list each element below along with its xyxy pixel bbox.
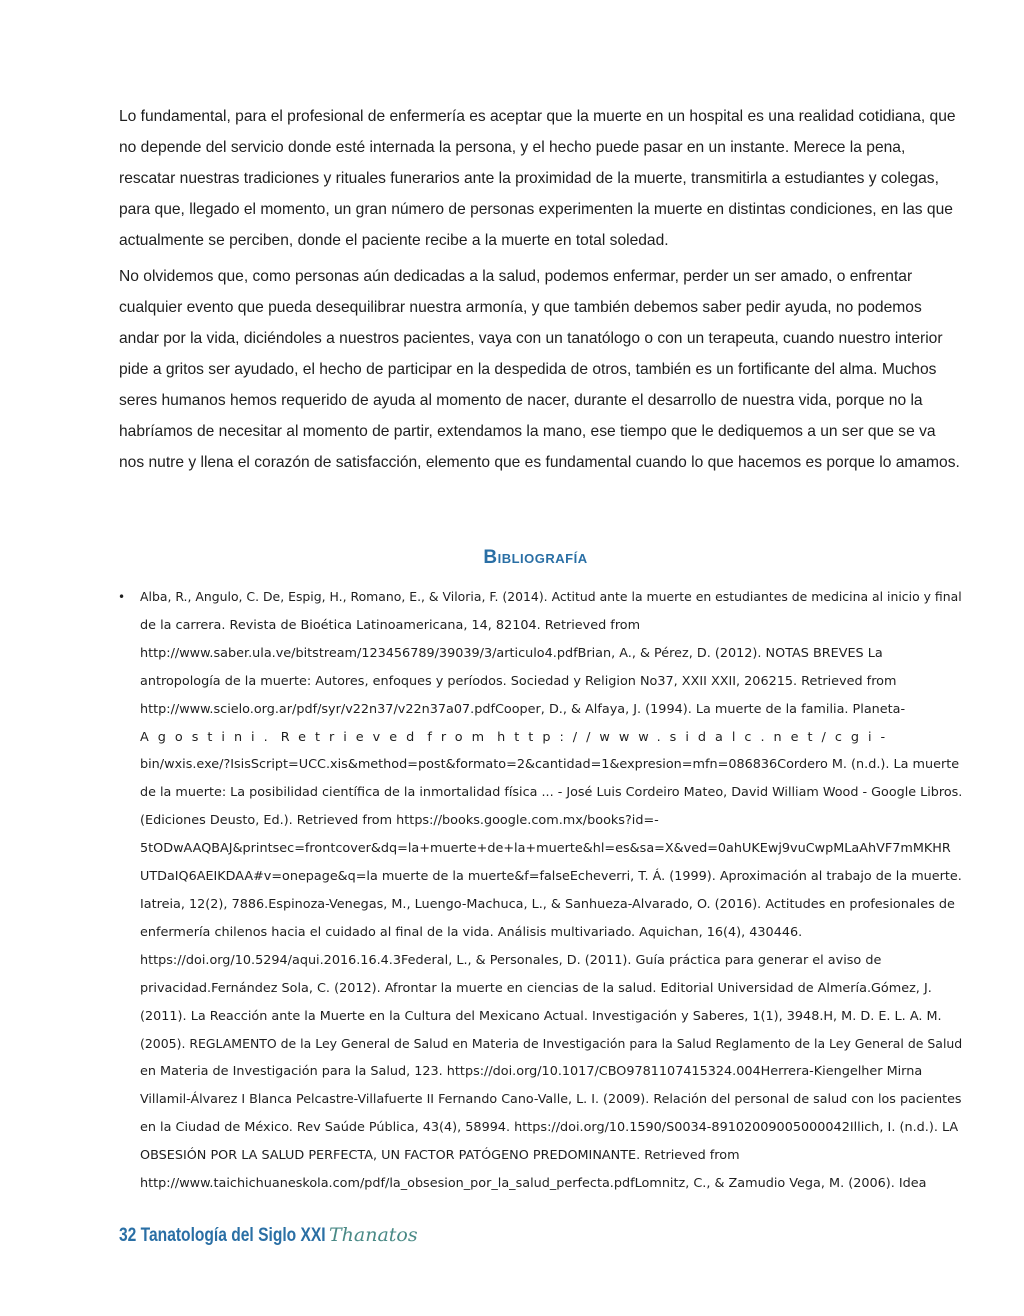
reference-line: 5tODwAAQBAJ&printsec=frontcover&dq=la+muerte+de+la+muerte&hl=es&sa=X&ved=0ahUKEwj9vuCwpMLaAhVF7mMKHR (140, 841, 951, 857)
bullet-icon: • (118, 590, 126, 604)
page-footer (119, 1224, 418, 1247)
footer-page-title: 32 Tanatología del Siglo XXI (119, 1225, 326, 1246)
spread-word: http://www.sidalc.net/cgi- (497, 729, 895, 745)
reference-line: https://doi.org/10.5294/aqui.2016.16.4.3Federal, L., & Personales, D. (2011). Guía práctica para generar el aviso de (140, 952, 882, 968)
reference-line: Iatreia, 12(2), 7886.Espinoza-Venegas, M., Luengo-Machuca, L., & Sanhueza-Alvarado, O. (2016). Actitudes en profesionales de (140, 896, 955, 912)
reference-line: antropología de la muerte: Autores, enfoques y períodos. Sociedad y Religion No37, XXII XXII, 206215. Retrieved from (140, 673, 897, 689)
spread-word: Retrieved (280, 729, 424, 745)
reference-line: privacidad.Fernández Sola, C. (2012). Afrontar la muerte en ciencias de la salud. Editorial Universidad de Almería.Gómez, J. (140, 980, 932, 996)
reference-line: http://www.saber.ula.ve/bitstream/123456789/39039/3/articulo4.pdfBrian, A., & Pérez, D. (2012). NOTAS BREVES La (140, 645, 883, 661)
reference-line: (2011). La Reacción ante la Muerte en la Cultura del Mexicano Actual. Investigación y Saberes, 1(1), 3948.H, M. D. E. L. A. M. (140, 1008, 942, 1024)
reference-line: UTDaIQ6AEIKDAA#v=onepage&q=la muerte de la muerte&f=falseEcheverri, T. Á. (1999). Aproximación al trabajo de la muerte. (140, 869, 962, 885)
reference-line: OBSESIÓN POR LA SALUD PERFECTA, UN FACTOR PATÓGENO PREDOMINANTE. Retrieved from (140, 1148, 740, 1164)
spread-word: Agostini. (140, 729, 277, 745)
bibliography-list (118, 584, 963, 1198)
reference-line-justified (140, 724, 962, 752)
reference-line: bin/wxis.exe/?IsisScript=UCC.xis&method=post&formato=2&cantidad=1&expresion=mfn=086836Cordero M. (n.d.). La muerte (140, 757, 960, 773)
reference-line: (2005). REGLAMENTO de la Ley General de Salud en Materia de Investigación para la Salud Reglamento de la Ley General de Salud (140, 1036, 963, 1052)
reference-line: http://www.taichichuaneskola.com/pdf/la_obsesion_por_la_salud_perfecta.pdfLomnitz, C., & Zamudio Vega, M. (2006). Idea (140, 1176, 927, 1192)
reference-line: de la muerte: La posibilidad científica de la inmortalidad física ... - José Luis Cordeiro Mateo, David William Wood - Google Libros. (140, 785, 963, 801)
reference-line: http://www.scielo.org.ar/pdf/syr/v22n37/v22n37a07.pdfCooper, D., & Alfaya, J. (1994). La muerte de la familia. Planeta- (140, 701, 906, 717)
reference-line: Villamil-Álvarez I Blanca Pelcastre-Villafuerte II Fernando Cano-Valle, L. I. (2009). Relación del personal de salud con los pacientes (140, 1092, 962, 1108)
reference-line: en Materia de Investigación para la Salud, 123. https://doi.org/10.1017/CBO9781107415324.004Herrera-Kiengelher Mirna (140, 1064, 923, 1080)
paragraph-2: No olvidemos que, como personas aún dedicadas a la salud, podemos enfermar, perder un ser amado, o enfrentar cualquier evento que pueda desequilibrar nuestra armonía, y que también debemos saber pedir ayuda, no podemos andar por la vida, diciéndoles a nuestros pacientes, vaya con un tanatólogo o con un terapeuta, cuando nuestro interior pide a gritos ser ayudado, el hecho de participar en la despedida de otros, también es un fortificante del alma. Muchos seres humanos hemos requerido de ayuda al momento de nacer, durante el desarrollo de nuestra vida, porque no la habríamos de necesitar al momento de partir, extendamos la mano, ese tiempo que le dediquemos a un ser que se va nos nutre y llena el corazón de satisfacción, elemento que es fundamental cuando lo que hacemos es porque lo amamos. (119, 268, 960, 471)
reference-line: en la Ciudad de México. Rev Saúde Pública, 43(4), 58994. https://doi.org/10.1590/S0034-89102009005000042Illich, I. (n.d.). LA (140, 1120, 959, 1136)
reference-line: enfermería chilenos hacia el cuidado al final de la vida. Análisis multivariado. Aquichan, 16(4), 430446. (140, 924, 803, 940)
spread-word: from (427, 729, 494, 745)
paragraph-1: Lo fundamental, para el profesional de enfermería es aceptar que la muerte en un hospital es una realidad cotidiana, que no depende del servicio donde esté internada la persona, y el hecho puede pasar en un instante. Merece la pena, rescatar nuestras tradiciones y rituales funerarios ante la proximidad de la muerte, transmitirla a estudiantes y colegas, para que, llegado el momento, un gran número de personas experimenten la muerte en distintas condiciones, en las que actualmente se perciben, donde el paciente recibe a la muerte en total soledad. (119, 108, 956, 249)
list-item (118, 584, 963, 1198)
reference-line: (Ediciones Deusto, Ed.). Retrieved from https://books.google.com.mx/books?id=- (140, 813, 659, 829)
bibliography-heading: Bibliografía (483, 547, 588, 568)
thanatos-logo: Thanatos (329, 1224, 418, 1246)
body-text (119, 101, 965, 483)
reference-line: de la carrera. Revista de Bioética Latinoamericana, 14, 82104. Retrieved from (140, 617, 641, 633)
reference-line: Alba, R., Angulo, C. De, Espig, H., Romano, E., & Viloria, F. (2014). Actitud ante la muerte en estudiantes de medicina al inicio y final (140, 590, 962, 605)
